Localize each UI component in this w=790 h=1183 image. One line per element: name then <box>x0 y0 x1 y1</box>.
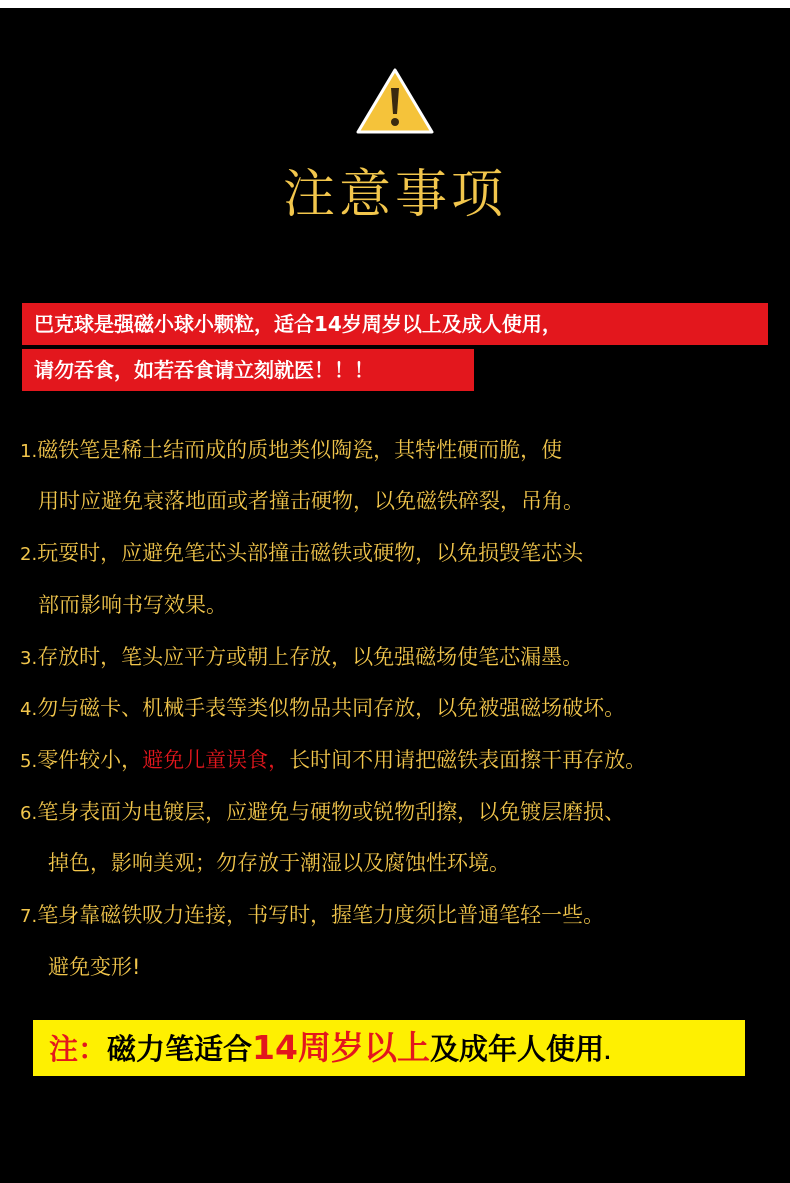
list-item-3 <box>20 642 583 674</box>
list-item-6-continuation: 掉色，影响美观；勿存放于潮湿以及腐蚀性环境。 <box>48 851 510 875</box>
item-number: 5. <box>20 751 38 772</box>
item-number: 2. <box>20 544 38 565</box>
list-item-5 <box>20 745 646 777</box>
item-number: 1. <box>20 441 38 462</box>
item-text: 零件较小， <box>37 748 143 772</box>
page-title: 注意事项 <box>282 165 507 225</box>
warning-banner-line-1: 巴克球是强磁小球小颗粒，适合14岁周岁以上及成人使用， <box>22 303 768 345</box>
list-item-4 <box>20 693 625 725</box>
list-item-7-continuation: 避免变形! <box>48 955 141 979</box>
item-text: 玩耍时，应避免笔芯头部撞击磁铁或硬物，以免损毁笔芯头 <box>37 541 584 565</box>
item-number: 4. <box>20 699 38 720</box>
item-text: 笔身靠磁铁吸力连接，书写时，握笔力度须比普通笔轻一些。 <box>37 903 605 927</box>
list-item-1-continuation: 用时应避免衰落地面或者撞击硬物，以免磁铁碎裂，吊角。 <box>38 489 584 513</box>
notice-text: 及成年人使用 <box>429 1032 604 1066</box>
item-highlight-text: 避免儿童误食， <box>142 748 290 772</box>
item-text: 勿与磁卡、机械手表等类似物品共同存放，以免被强磁场破坏。 <box>37 696 626 720</box>
item-number: 7. <box>20 906 38 927</box>
item-text: 长时间不用请把磁铁表面擦干再存放。 <box>289 748 647 772</box>
item-text: 磁铁笔是稀土结而成的质地类似陶瓷，其特性硬而脆，使 <box>37 438 563 462</box>
warning-banner-line-2: 请勿吞食，如若吞食请立刻就医！！！ <box>22 349 474 391</box>
list-item-2-continuation: 部而影响书写效果。 <box>38 593 227 617</box>
list-item-7 <box>20 900 604 932</box>
list-item-2 <box>20 538 583 570</box>
item-text: 存放时，笔头应平方或朝上存放，以免强磁场使笔芯漏墨。 <box>37 645 584 669</box>
age-notice-banner <box>33 1020 745 1076</box>
notice-dot: . <box>603 1043 611 1064</box>
item-number: 6. <box>20 803 38 824</box>
notice-label: 注： <box>49 1032 108 1066</box>
list-item-1 <box>20 435 562 467</box>
notice-age: 14周岁以上 <box>252 1028 430 1067</box>
notice-text: 磁力笔适合 <box>107 1032 253 1066</box>
item-text: 笔身表面为电镀层，应避免与硬物或锐物刮擦，以免镀层磨损、 <box>37 800 626 824</box>
list-item-6 <box>20 797 625 829</box>
item-number: 3. <box>20 648 38 669</box>
warning-triangle-icon <box>355 66 435 136</box>
top-border-strip <box>0 0 790 8</box>
